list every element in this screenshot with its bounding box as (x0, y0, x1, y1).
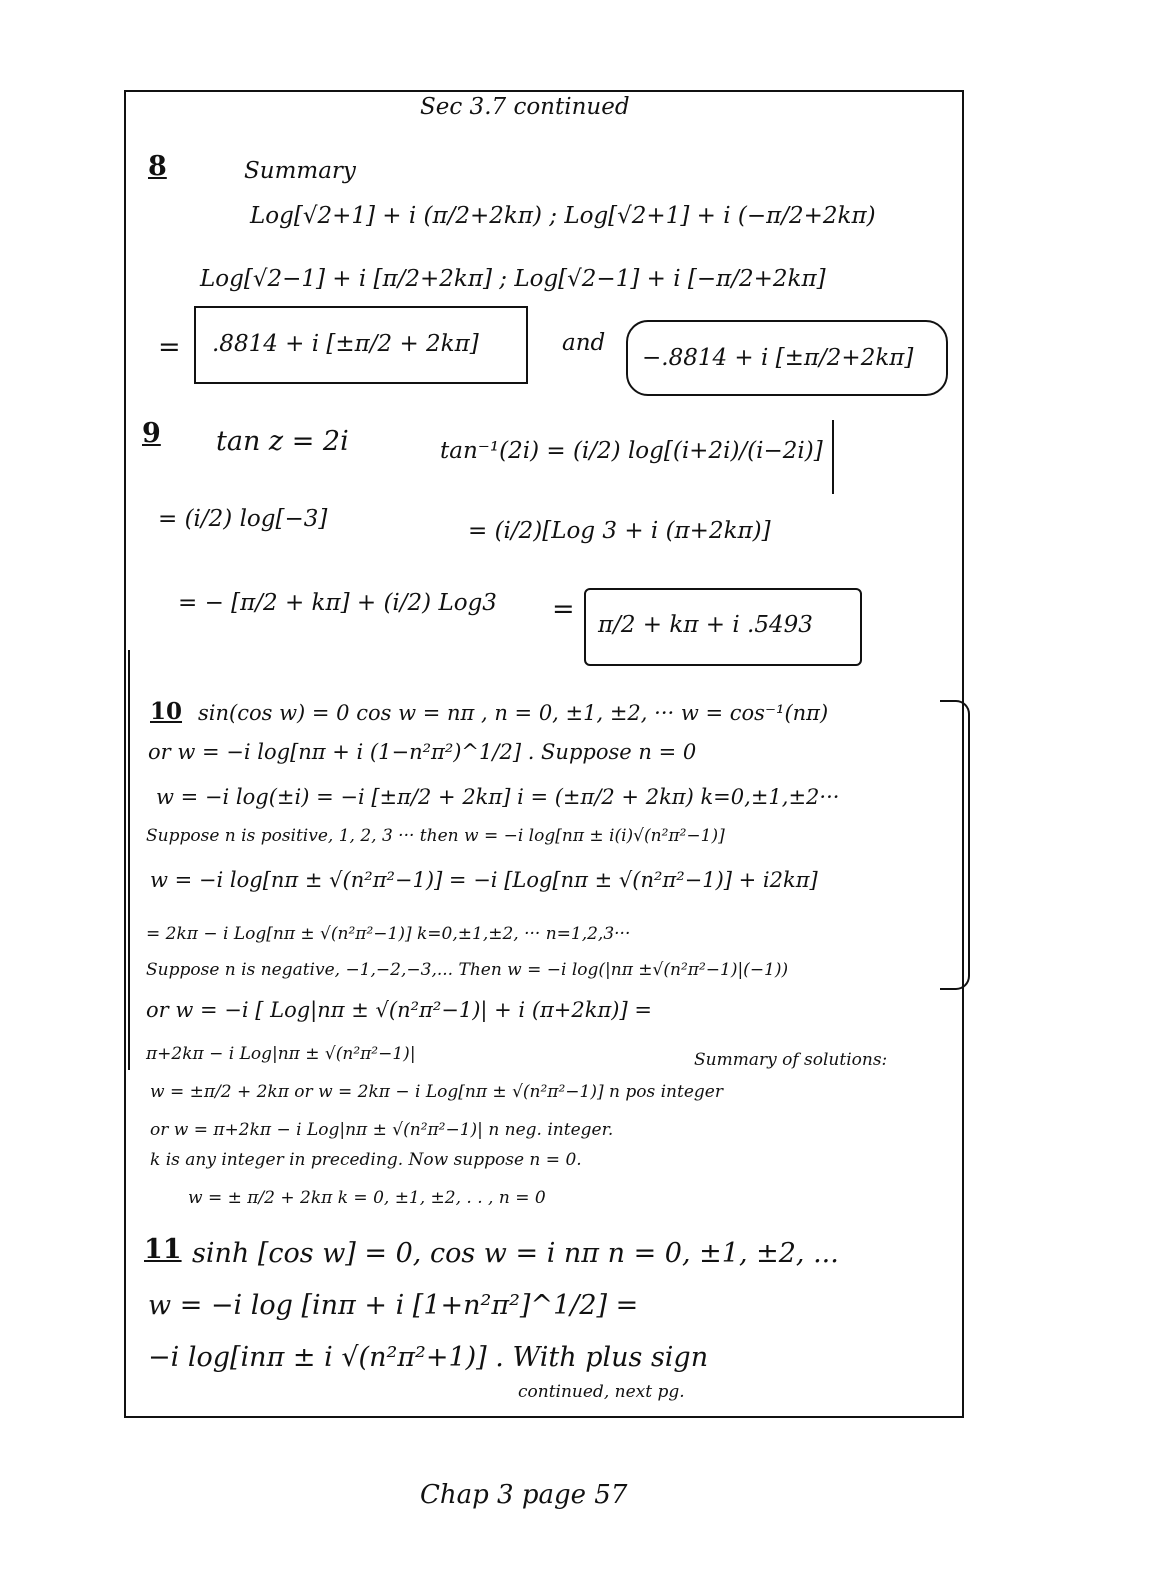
problem-8-title: Summary (244, 158, 356, 184)
problem-8-equals: = (158, 332, 181, 363)
problem-9-line-3b: = (552, 594, 575, 625)
problem-8-line-2: Log[√2−1] + i [π/2+2kπ] ; Log[√2−1] + i [−π/2+2kπ] (200, 266, 826, 292)
problem-9-divider (832, 420, 834, 494)
problem-9-line-1b: tan⁻¹(2i) = (i/2) log[(i+2i)/(i−2i)] (440, 438, 823, 464)
problem-10-line-3: w = −i log(±i) = −i [±π/2 + 2kπ] i = (±π/2 + 2kπ) k=0,±1,±2··· (156, 785, 840, 809)
problem-11-number: 11 (144, 1234, 182, 1265)
problem-10-brace (940, 700, 970, 990)
page-header: Sec 3.7 continued (420, 94, 630, 120)
page-footer: Chap 3 page 57 (420, 1480, 628, 1510)
answer-2: −.8814 + i [±π/2+2kπ] (642, 345, 914, 371)
problem-10-line-12: k is any integer in preceding. Now suppose n = 0. (150, 1150, 582, 1170)
problem-9-line-3a: = − [π/2 + kπ] + (i/2) Log3 (178, 590, 497, 616)
answer-1: .8814 + i [±π/2 + 2kπ] (212, 331, 479, 357)
problem-8-number: 8 (148, 151, 167, 182)
answer-9: π/2 + kπ + i .5493 (598, 612, 813, 638)
problem-8-line-1: Log[√2+1] + i (π/2+2kπ) ; Log[√2+1] + i (−π/2+2kπ) (250, 203, 876, 229)
problem-10-number: 10 (150, 698, 183, 725)
problem-10-line-5: w = −i log[nπ ± √(n²π²−1)] = −i [Log[nπ ± √(n²π²−1)] + i2kπ] (150, 868, 818, 892)
and-word: and (562, 330, 606, 356)
problem-10-line-2: or w = −i log[nπ + i (1−n²π²)^1/2] . Suppose n = 0 (148, 740, 697, 764)
problem-10-left-bar (128, 650, 130, 1070)
problem-10-line-6: = 2kπ − i Log[nπ ± √(n²π²−1)] k=0,±1,±2, ··· n=1,2,3··· (146, 924, 631, 944)
problem-9-line-2b: = (i/2)[Log 3 + i (π+2kπ)] (468, 518, 771, 544)
problem-10-line-1: sin(cos w) = 0 cos w = nπ , n = 0, ±1, ±2, ··· w = cos⁻¹(nπ) (198, 701, 829, 725)
problem-10-line-7: Suppose n is negative, −1,−2,−3,... Then w = −i log(|nπ ±√(n²π²−1)|(−1)) (146, 960, 789, 980)
problem-10-line-13: w = ± π/2 + 2kπ k = 0, ±1, ±2, . . , n = 0 (188, 1188, 546, 1208)
continued-note: continued, next pg. (518, 1382, 685, 1402)
problem-11-line-1: sinh [cos w] = 0, cos w = i nπ n = 0, ±1, ±2, ... (192, 1238, 839, 1269)
problem-10-line-8: or w = −i [ Log|nπ ± √(n²π²−1)| + i (π+2kπ)] = (146, 998, 652, 1022)
problem-10-line-11: or w = π+2kπ − i Log|nπ ± √(n²π²−1)| n neg. integer. (150, 1120, 614, 1140)
problem-11-line-3: −i log[inπ ± i √(n²π²+1)] . With plus sign (148, 1342, 709, 1373)
problem-11-line-2: w = −i log [inπ + i [1+n²π²]^1/2] = (148, 1290, 639, 1321)
problem-9-line-1a: tan z = 2i (216, 426, 349, 457)
problem-9-number: 9 (142, 418, 161, 449)
problem-10-line-4: Suppose n is positive, 1, 2, 3 ··· then w = −i log[nπ ± i(i)√(n²π²−1)] (146, 826, 725, 846)
problem-10-line-9a: π+2kπ − i Log|nπ ± √(n²π²−1)| (146, 1044, 416, 1064)
problem-9-line-2a: = (i/2) log[−3] (158, 506, 328, 532)
problem-10-line-9b: Summary of solutions: (694, 1050, 888, 1070)
problem-10-line-10: w = ±π/2 + 2kπ or w = 2kπ − i Log[nπ ± √(n²π²−1)] n pos integer (150, 1082, 723, 1102)
